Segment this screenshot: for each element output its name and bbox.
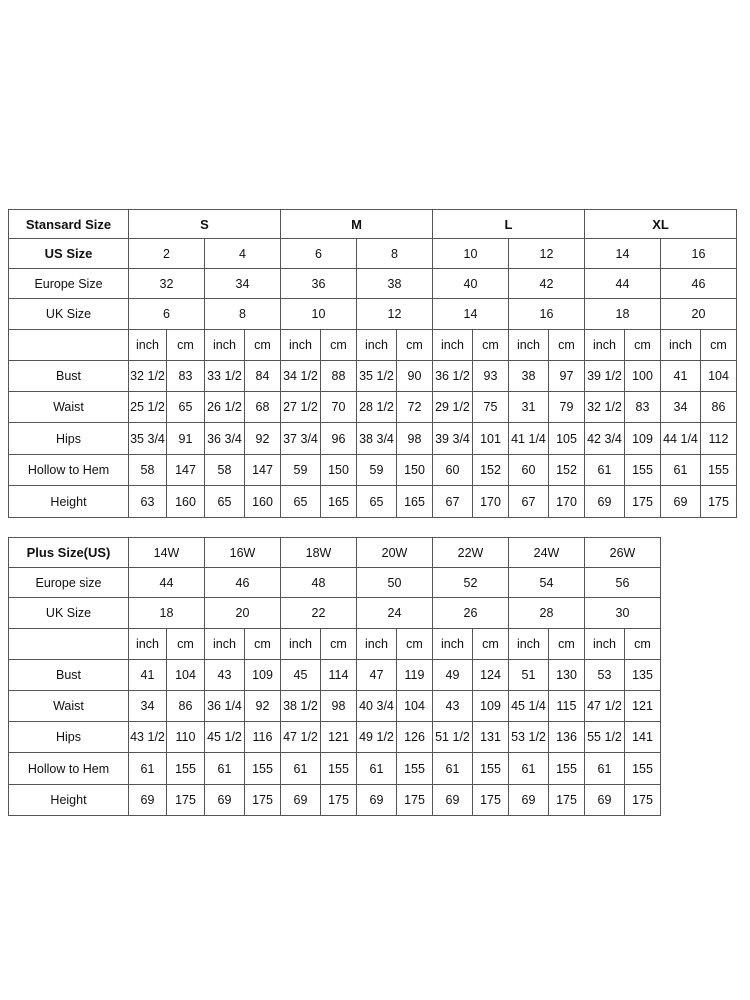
measurement-value: 155 [167,753,205,785]
plus-measurement-row [9,785,735,816]
measurement-value: 67 [509,486,549,518]
uk-size-value: 6 [129,299,205,330]
measurement-value: 91 [167,423,205,455]
measurement-value: 79 [549,392,585,423]
measurement-value: 152 [549,455,585,486]
unit-cm: cm [397,330,433,361]
measurement-value: 155 [473,753,509,785]
measurement-value: 43 [433,691,473,722]
size-letter: S [129,210,281,239]
measurement-row [9,392,737,423]
measurement-value: 25 1/2 [129,392,167,423]
plus-uk-size-value: 30 [585,598,661,629]
measurement-value: 49 1/2 [357,722,397,753]
measurement-value: 60 [433,455,473,486]
measurement-value: 43 [205,660,245,691]
measurement-value: 75 [473,392,509,423]
measurement-value: 175 [321,785,357,816]
plus-uk-size-value: 22 [281,598,357,629]
measurement-value: 68 [245,392,281,423]
measurement-value: 84 [245,361,281,392]
measurement-value: 155 [625,455,661,486]
measurement-value: 136 [549,722,585,753]
europe-size-value: 38 [357,269,433,299]
measurement-value: 152 [473,455,509,486]
measurement-value: 61 [205,753,245,785]
measurement-value: 69 [661,486,701,518]
measurement-value: 26 1/2 [205,392,245,423]
measurement-value: 42 3/4 [585,423,625,455]
blank-cell [661,538,735,568]
measurement-value: 36 1/4 [205,691,245,722]
measurement-value: 34 1/2 [281,361,321,392]
measurement-value: 45 1/2 [205,722,245,753]
measurement-value: 27 1/2 [281,392,321,423]
size-letter: XL [585,210,737,239]
measurement-value: 109 [245,660,281,691]
measurement-value: 135 [625,660,661,691]
unit-cm: cm [397,629,433,660]
plus-header-row [9,538,735,568]
measurement-value: 104 [167,660,205,691]
plus-europe-size-value: 46 [205,568,281,598]
measurement-label: Hollow to Hem [9,455,129,486]
uk-size-value: 18 [585,299,661,330]
us-size-value: 16 [661,239,737,269]
unit-inch: inch [357,330,397,361]
measurement-label: Bust [9,361,129,392]
measurement-value: 109 [625,423,661,455]
europe-size-label: Europe Size [9,269,129,299]
measurement-label: Height [9,486,129,518]
uk-size-row [9,299,737,330]
unit-blank-cell [9,629,129,660]
measurement-value: 175 [701,486,737,518]
europe-size-value: 40 [433,269,509,299]
measurement-value: 155 [701,455,737,486]
measurement-value: 36 1/2 [433,361,473,392]
measurement-value: 110 [167,722,205,753]
measurement-value: 98 [397,423,433,455]
blank-cell [661,629,735,660]
plus-europe-size-row [9,568,735,598]
measurement-value: 47 [357,660,397,691]
standard-header-row [9,210,737,239]
blank-cell [661,722,735,753]
unit-inch: inch [357,629,397,660]
plus-europe-size-label: Europe size [9,568,129,598]
measurement-label: Waist [9,691,129,722]
measurement-value: 69 [433,785,473,816]
measurement-value: 28 1/2 [357,392,397,423]
measurement-value: 92 [245,423,281,455]
unit-inch: inch [585,629,625,660]
plus-measurement-row [9,722,735,753]
measurement-value: 69 [585,486,625,518]
measurement-value: 69 [129,785,167,816]
unit-inch: inch [129,330,167,361]
measurement-value: 69 [509,785,549,816]
measurement-value: 165 [321,486,357,518]
unit-cm: cm [701,330,737,361]
plus-europe-size-value: 50 [357,568,433,598]
unit-cm: cm [625,330,661,361]
unit-cm: cm [549,330,585,361]
us-size-row [9,239,737,269]
unit-cm: cm [321,330,357,361]
plus-us-size-value: 18W [281,538,357,568]
measurement-value: 45 1/4 [509,691,549,722]
measurement-value: 96 [321,423,357,455]
plus-europe-size-value: 52 [433,568,509,598]
unit-inch: inch [509,629,549,660]
plus-size-table [8,537,735,816]
europe-size-value: 46 [661,269,737,299]
measurement-label: Waist [9,392,129,423]
measurement-value: 59 [281,455,321,486]
measurement-value: 141 [625,722,661,753]
size-letter: L [433,210,585,239]
unit-cm: cm [167,330,205,361]
plus-uk-size-value: 28 [509,598,585,629]
unit-inch: inch [281,330,321,361]
measurement-value: 65 [167,392,205,423]
plus-us-size-value: 24W [509,538,585,568]
plus-uk-size-value: 24 [357,598,433,629]
europe-size-value: 44 [585,269,661,299]
uk-size-value: 10 [281,299,357,330]
measurement-value: 32 1/2 [129,361,167,392]
measurement-value: 126 [397,722,433,753]
measurement-value: 130 [549,660,585,691]
measurement-value: 121 [321,722,357,753]
measurement-value: 124 [473,660,509,691]
europe-size-value: 42 [509,269,585,299]
unit-cm: cm [473,629,509,660]
unit-cm: cm [473,330,509,361]
measurement-row [9,423,737,455]
plus-us-size-value: 26W [585,538,661,568]
plus-europe-size-value: 54 [509,568,585,598]
us-size-label: US Size [9,239,129,269]
measurement-value: 49 [433,660,473,691]
measurement-value: 65 [205,486,245,518]
measurement-value: 104 [397,691,433,722]
measurement-value: 150 [397,455,433,486]
measurement-value: 61 [129,753,167,785]
measurement-value: 51 1/2 [433,722,473,753]
measurement-value: 55 1/2 [585,722,625,753]
measurement-value: 65 [357,486,397,518]
measurement-value: 90 [397,361,433,392]
uk-size-value: 12 [357,299,433,330]
plus-us-size-value: 14W [129,538,205,568]
unit-inch: inch [433,330,473,361]
measurement-value: 88 [321,361,357,392]
europe-size-row [9,269,737,299]
measurement-value: 53 1/2 [509,722,549,753]
blank-cell [661,598,735,629]
measurement-value: 36 3/4 [205,423,245,455]
plus-europe-size-value: 44 [129,568,205,598]
plus-measurement-row [9,691,735,722]
measurement-value: 175 [397,785,433,816]
plus-measurement-row [9,753,735,785]
measurement-value: 38 1/2 [281,691,321,722]
measurement-value: 98 [321,691,357,722]
plus-us-size-value: 16W [205,538,281,568]
measurement-value: 65 [281,486,321,518]
uk-size-value: 16 [509,299,585,330]
measurement-value: 31 [509,392,549,423]
us-size-value: 4 [205,239,281,269]
plus-measurement-row [9,660,735,691]
measurement-value: 83 [625,392,661,423]
measurement-value: 155 [245,753,281,785]
unit-inch: inch [281,629,321,660]
plus-europe-size-value: 56 [585,568,661,598]
measurement-value: 41 [661,361,701,392]
plus-unit-row [9,629,735,660]
measurement-label: Hips [9,423,129,455]
measurement-value: 69 [281,785,321,816]
measurement-value: 147 [245,455,281,486]
measurement-value: 170 [549,486,585,518]
unit-inch: inch [129,629,167,660]
us-size-value: 12 [509,239,585,269]
measurement-value: 175 [167,785,205,816]
measurement-value: 61 [357,753,397,785]
measurement-value: 47 1/2 [281,722,321,753]
measurement-value: 112 [701,423,737,455]
plus-uk-size-value: 26 [433,598,509,629]
uk-size-value: 14 [433,299,509,330]
measurement-value: 61 [281,753,321,785]
measurement-value: 33 1/2 [205,361,245,392]
measurement-value: 147 [167,455,205,486]
measurement-value: 40 3/4 [357,691,397,722]
measurement-value: 53 [585,660,625,691]
measurement-value: 92 [245,691,281,722]
unit-row [9,330,737,361]
unit-inch: inch [661,330,701,361]
plus-us-size-value: 20W [357,538,433,568]
measurement-value: 93 [473,361,509,392]
unit-inch: inch [433,629,473,660]
measurement-value: 34 [129,691,167,722]
size-letter: M [281,210,433,239]
measurement-value: 32 1/2 [585,392,625,423]
blank-cell [661,753,735,785]
measurement-value: 69 [585,785,625,816]
plus-europe-size-value: 48 [281,568,357,598]
unit-blank-cell [9,330,129,361]
measurement-value: 72 [397,392,433,423]
plus-uk-size-value: 20 [205,598,281,629]
measurement-value: 86 [167,691,205,722]
measurement-value: 160 [245,486,281,518]
measurement-value: 61 [585,455,625,486]
measurement-value: 155 [625,753,661,785]
measurement-value: 155 [321,753,357,785]
measurement-label: Bust [9,660,129,691]
plus-uk-size-value: 18 [129,598,205,629]
measurement-value: 70 [321,392,357,423]
measurement-label: Height [9,785,129,816]
unit-cm: cm [245,629,281,660]
measurement-value: 175 [245,785,281,816]
measurement-value: 35 1/2 [357,361,397,392]
measurement-value: 121 [625,691,661,722]
europe-size-value: 32 [129,269,205,299]
measurement-value: 61 [661,455,701,486]
measurement-value: 47 1/2 [585,691,625,722]
measurement-value: 38 3/4 [357,423,397,455]
measurement-value: 160 [167,486,205,518]
measurement-value: 116 [245,722,281,753]
measurement-value: 97 [549,361,585,392]
blank-cell [661,660,735,691]
us-size-value: 10 [433,239,509,269]
measurement-value: 39 1/2 [585,361,625,392]
measurement-label: Hollow to Hem [9,753,129,785]
measurement-value: 175 [625,785,661,816]
measurement-value: 58 [129,455,167,486]
measurement-value: 104 [701,361,737,392]
measurement-value: 109 [473,691,509,722]
measurement-value: 51 [509,660,549,691]
blank-cell [661,785,735,816]
unit-cm: cm [245,330,281,361]
measurement-value: 61 [433,753,473,785]
unit-cm: cm [549,629,585,660]
us-size-value: 14 [585,239,661,269]
unit-inch: inch [585,330,625,361]
measurement-value: 170 [473,486,509,518]
measurement-value: 37 3/4 [281,423,321,455]
measurement-label: Hips [9,722,129,753]
measurement-row [9,361,737,392]
measurement-value: 35 3/4 [129,423,167,455]
measurement-value: 105 [549,423,585,455]
uk-size-value: 8 [205,299,281,330]
plus-us-size-value: 22W [433,538,509,568]
measurement-value: 83 [167,361,205,392]
measurement-value: 67 [433,486,473,518]
measurement-value: 43 1/2 [129,722,167,753]
measurement-value: 61 [585,753,625,785]
measurement-value: 101 [473,423,509,455]
blank-cell [661,691,735,722]
measurement-value: 175 [473,785,509,816]
measurement-value: 119 [397,660,433,691]
us-size-value: 8 [357,239,433,269]
measurement-value: 86 [701,392,737,423]
unit-cm: cm [167,629,205,660]
measurement-value: 58 [205,455,245,486]
measurement-value: 39 3/4 [433,423,473,455]
measurement-value: 60 [509,455,549,486]
measurement-value: 155 [549,753,585,785]
measurement-value: 175 [625,486,661,518]
measurement-value: 41 [129,660,167,691]
measurement-value: 114 [321,660,357,691]
europe-size-value: 34 [205,269,281,299]
standard-size-label: Stansard Size [9,210,129,239]
measurement-row [9,486,737,518]
standard-size-table [8,209,737,518]
measurement-value: 44 1/4 [661,423,701,455]
plus-size-label: Plus Size(US) [9,538,129,568]
measurement-value: 41 1/4 [509,423,549,455]
measurement-value: 69 [205,785,245,816]
measurement-value: 34 [661,392,701,423]
unit-inch: inch [205,629,245,660]
blank-cell [661,568,735,598]
plus-uk-size-row [9,598,735,629]
us-size-value: 6 [281,239,357,269]
measurement-value: 115 [549,691,585,722]
europe-size-value: 36 [281,269,357,299]
measurement-value: 165 [397,486,433,518]
unit-inch: inch [509,330,549,361]
measurement-value: 100 [625,361,661,392]
measurement-value: 131 [473,722,509,753]
measurement-row [9,455,737,486]
measurement-value: 59 [357,455,397,486]
measurement-value: 155 [397,753,433,785]
measurement-value: 150 [321,455,357,486]
unit-inch: inch [205,330,245,361]
measurement-value: 38 [509,361,549,392]
plus-uk-size-label: UK Size [9,598,129,629]
uk-size-label: UK Size [9,299,129,330]
uk-size-value: 20 [661,299,737,330]
measurement-value: 175 [549,785,585,816]
measurement-value: 69 [357,785,397,816]
measurement-value: 61 [509,753,549,785]
measurement-value: 45 [281,660,321,691]
us-size-value: 2 [129,239,205,269]
measurement-value: 63 [129,486,167,518]
unit-cm: cm [321,629,357,660]
unit-cm: cm [625,629,661,660]
measurement-value: 29 1/2 [433,392,473,423]
